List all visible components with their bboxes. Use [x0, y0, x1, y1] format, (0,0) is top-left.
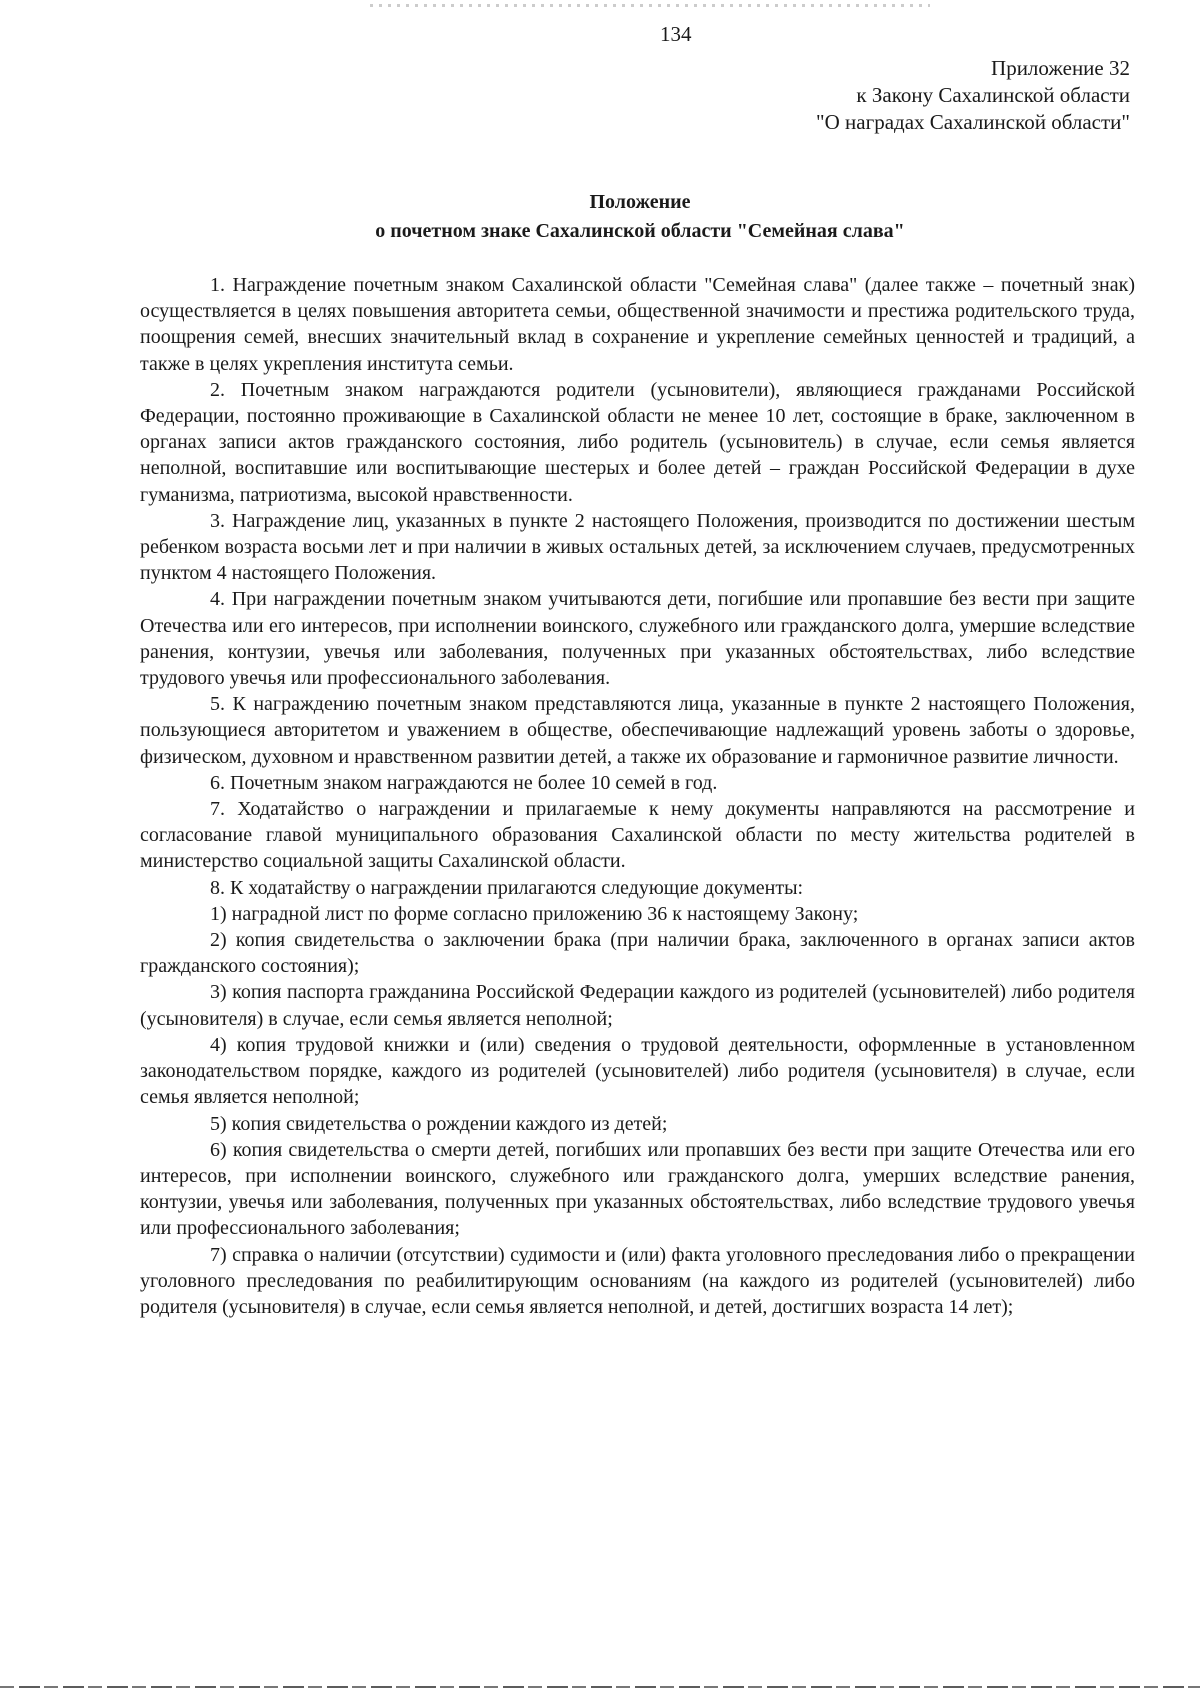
list-item-3: 3) копия паспорта гражданина Российской Федерации каждого из родителей (усыновителей) либо родителя (усыновителя) в случае, если семья является неполной; — [140, 981, 1135, 1030]
paragraph-1: 1. Награждение почетным знаком Сахалинской области "Семейная слава" (далее также – почетный знак) осуществляется в целях повышения авторитета семьи, общественной значимости и престижа родительского труда, поощрения семей, внесших значительный вклад в сохранение и укрепление семейных ценностей и традиций, а также в целях укрепления института семьи. — [140, 274, 1135, 375]
paragraph-6: 6. Почетным знаком награждаются не более 10 семей в год. — [210, 771, 718, 794]
appendix-line-2: к Закону Сахалинской области — [856, 83, 1130, 107]
document-body — [140, 272, 1135, 1320]
list-item-2: 2) копия свидетельства о заключении брака (при наличии брака, заключенного в органах записи актов гражданского состояния); — [140, 929, 1135, 978]
appendix-line-1: Приложение 32 — [991, 56, 1130, 80]
list-item-6: 6) копия свидетельства о смерти детей, погибших или пропавших без вести при защите Отечества или его интересов, при исполнении воинского, служебного или гражданского долга, умерших вследствие ранения, контузии, увечья или заболевания, полученных при указанных обстоятельствах, либо вследствие трудового увечья или профессионального заболевания; — [140, 1138, 1135, 1240]
paragraph-7: 7. Ходатайство о награждении и прилагаемые к нему документы направляются на рассмотрение и согласование главой муниципального образования Сахалинской области по месту жительства родителей в министерство социальной защиты Сахалинской области. — [140, 798, 1135, 873]
title-line-2: о почетном знаке Сахалинской области "Семейная слава" — [375, 220, 905, 242]
list-item-7: 7) справка о наличии (отсутствии) судимости и (или) факта уголовного преследования либо о прекращении уголовного преследования по реабилитирующим основаниям (на каждого из родителей (усыновителей) либо родителя (усыновителя) в случае, если семья является неполной, и детей, достигших возраста 14 лет); — [140, 1243, 1135, 1318]
appendix-header — [816, 55, 1130, 136]
scan-noise-top — [370, 4, 930, 7]
title-line-1: Положение — [589, 191, 691, 213]
list-item-5: 5) копия свидетельства о рождении каждого из детей; — [210, 1112, 668, 1135]
paragraph-8: 8. К ходатайству о награждении прилагаются следующие документы: — [210, 876, 804, 899]
page-number: 134 — [660, 22, 692, 46]
document-title — [140, 188, 1140, 246]
scan-noise-bottom — [0, 1686, 1200, 1688]
paragraph-2: 2. Почетным знаком награждаются родители (усыновители), являющиеся гражданами Российской Федерации, постоянно проживающие в Сахалинской области не менее 10 лет, состоящие в браке, заключенном в органах записи актов гражданского состояния, либо родитель (усыновитель) в случае, если семья является неполной, воспитавшие или воспитывающие шестерых и более детей – граждан Российской Федерации в духе гуманизма, патриотизма, высокой нравственности. — [140, 378, 1135, 506]
list-item-1: 1) наградной лист по форме согласно приложению 36 к настоящему Закону; — [210, 902, 859, 925]
appendix-line-3: "О наградах Сахалинской области" — [816, 110, 1130, 134]
paragraph-3: 3. Награждение лиц, указанных в пункте 2 настоящего Положения, производится по достижении шестым ребенком возраста восьми лет и при наличии в живых остальных детей, за исключением случаев, предусмотренных пунктом 4 настоящего Положения. — [140, 509, 1135, 585]
paragraph-5: 5. К награждению почетным знаком представляются лица, указанные в пункте 2 настоящего Положения, пользующиеся авторитетом и уважением в обществе, обеспечивающие надлежащий уровень заботы о здоровье, физическом, духовном и нравственном развитии детей, а также их образование и гармоничное развитие личности. — [140, 693, 1135, 768]
paragraph-4: 4. При награждении почетным знаком учитываются дети, погибшие или пропавшие без вести при защите Отечества или его интересов, при исполнении воинского, служебного или гражданского долга, умершие вследствие ранения, контузии, увечья или заболевания, полученных при указанных обстоятельствах, либо вследствие трудового увечья или профессионального заболевания. — [140, 588, 1135, 690]
list-item-4: 4) копия трудовой книжки и (или) сведения о трудовой деятельности, оформленные в установленном законодательством порядке, каждого из родителей (усыновителей) либо родителя (усыновителя) в случае, если семья является неполной; — [140, 1033, 1135, 1109]
